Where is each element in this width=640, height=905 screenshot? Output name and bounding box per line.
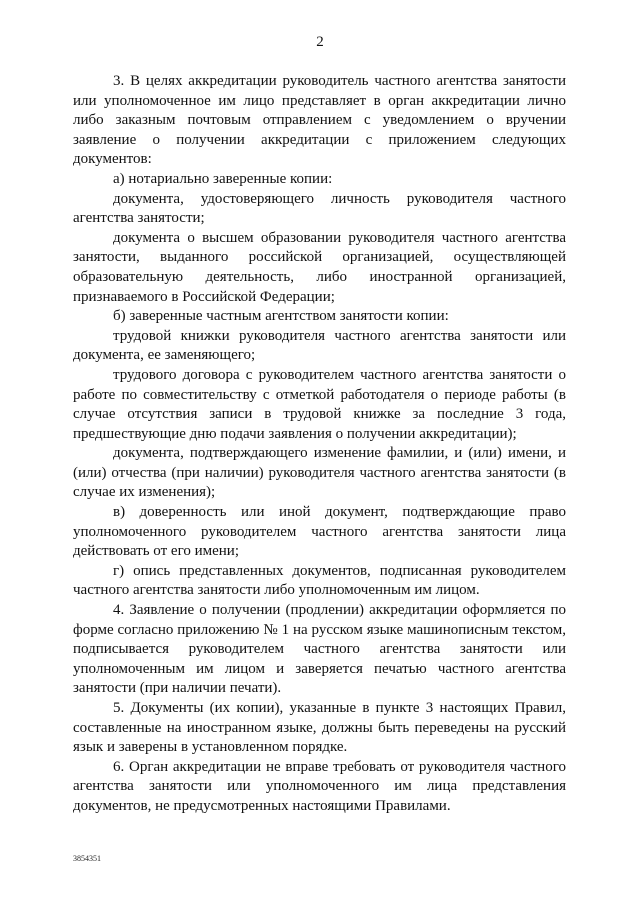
paragraph-clause-3: 3. В целях аккредитации руководитель частного агентства занятости или уполномоченное им лицо представляет в орган аккредитации лично либо заказным почтовым отправлением с уведомлением о вручении заявление о получении аккредитации с приложением следующих документов: <box>73 73 566 168</box>
paragraph-clause-5: 5. Документы (их копии), указанные в пункте 3 настоящих Правил, составленные на иностранном языке, должны быть переведены на русский язык и заверены в установленном порядке. <box>73 700 566 756</box>
paragraph-clause-3a: а) нотариально заверенные копии: <box>113 170 333 187</box>
paragraph-employment-book: трудовой книжки руководителя частного агентства занятости или документа, ее заменяющего; <box>73 327 566 364</box>
paragraph-clause-6: 6. Орган аккредитации не вправе требовать от руководителя частного агентства занятости или уполномоченного им лица представления документов, не предусмотренных настоящими Правилами. <box>73 758 566 814</box>
document-body <box>73 72 566 817</box>
paragraph-clause-3d: г) опись представленных документов, подписанная руководителем частного агентства занятости либо уполномоченным им лицом. <box>73 562 566 599</box>
paragraph-clause-4: 4. Заявление о получении (продлении) аккредитации оформляется по форме согласно приложению № 1 на русском языке машинописным текстом, подписывается руководителем частного агентства занятости или уполномоченным им лицом и заверяется печатью частного агентства занятости (при наличии печати). <box>73 602 566 697</box>
paragraph-clause-3b: б) заверенные частным агентством занятости копии: <box>113 308 449 325</box>
paragraph-name-change: документа, подтверждающего изменение фамилии, и (или) имени, и (или) отчества (при наличии) руководителя частного агентства занятости (в случае их изменения); <box>73 445 566 501</box>
paragraph-identity-document: документа, удостоверяющего личность руководителя частного агентства занятости; <box>73 190 566 227</box>
paragraph-employment-contract: трудового договора с руководителем частного агентства занятости о работе по совместительству с отметкой работодателя о периоде работы (в случае отсутствия записи в трудовой книжке за последние 3 года, предшествующие дню подачи заявления о получении аккредитации); <box>73 366 566 442</box>
paragraph-clause-3c: в) доверенность или иной документ, подтверждающие право уполномоченного руководителем частного агентства занятости лица действовать от его имени; <box>73 504 566 560</box>
paragraph-education-document: документа о высшем образовании руководителя частного агентства занятости, выданного российской организацией, осуществляющей образовательную деятельность, либо иностранной организацией, признаваемого в Российской Федерации; <box>73 229 566 305</box>
document-code: 3854351 <box>73 854 101 863</box>
page-number: 2 <box>316 34 324 50</box>
